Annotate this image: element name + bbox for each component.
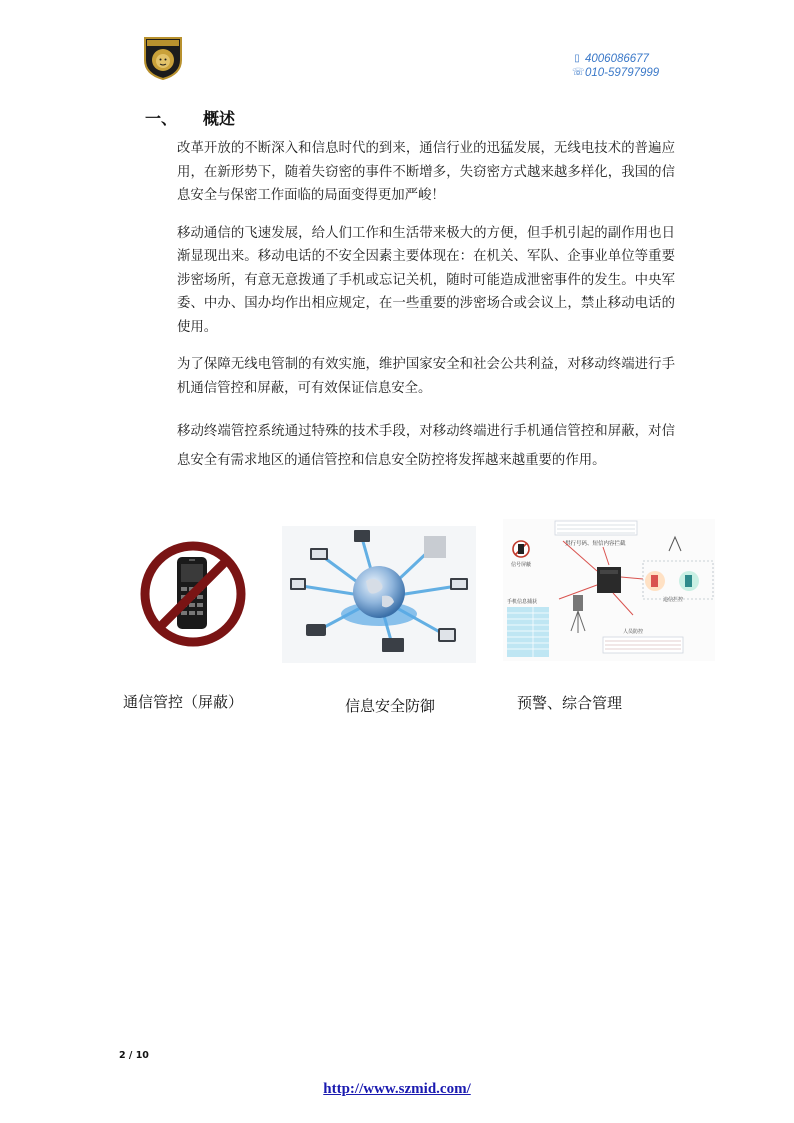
- section-title: 概述: [203, 109, 236, 128]
- paragraph-3: 为了保障无线电管制的有效实施，维护国家安全和社会公共利益，对移动终端进行手机通信管控和屏蔽，可有效保证信息安全。: [177, 357, 675, 396]
- caption-info-security: 信息安全防御: [345, 697, 436, 715]
- label-track: 违信拦控: [663, 597, 684, 603]
- network-globe-image: [282, 526, 476, 663]
- website-link[interactable]: http://www.szmid.com/: [323, 1081, 471, 1097]
- phone-row: [572, 52, 659, 66]
- mobile-phone-icon: ▯: [574, 53, 580, 64]
- paragraph-4: 移动终端管控系统通过特殊的技术手段，对移动终端进行手机通信管控和屏蔽，对信息安全有需求地区的通信管控和信息安全防控将发挥越来越重要的作用。: [177, 424, 675, 468]
- phone-number: 4006086677: [585, 53, 649, 65]
- telephone-icon: ☏: [572, 67, 585, 78]
- caption-warning-management: 预警、综合管理: [517, 694, 623, 712]
- page-number: 2 / 10: [119, 1050, 149, 1061]
- paragraph-1: 改革开放的不断深入和信息时代的到来，通信行业的迅猛发展，无线电技术的普遍应用，在新形势下，随着失窃密的事件不断增多，失窃密方式越来越多样化，我国的信息安全与保密工作面临的局面变得更加严峻！: [177, 141, 675, 203]
- body-text: [177, 137, 675, 475]
- label-people: 人员防控: [623, 629, 644, 635]
- section-heading: [145, 106, 235, 129]
- company-logo: [143, 36, 183, 80]
- label-signal-block: 信号屏蔽: [511, 562, 532, 568]
- contact-info: [572, 52, 659, 80]
- management-diagram-image: [503, 519, 715, 661]
- section-number: 一、: [145, 109, 178, 128]
- label-intercept: 拱行号码、短信内容拦截: [565, 541, 626, 547]
- tel-number: 010-59797999: [585, 67, 660, 79]
- paragraph-2: 移动通信的飞速发展，给人们工作和生活带来极大的方便，但手机引起的副作用也日渐显现出来。移动电话的不安全因素主要体现在：在机关、军队、企事业单位等重要涉密场所，有意无意拨通了手机或忘记关机，随时可能造成泄密事件的发生。中央军委、中办、国办均作出相应规定，在一些重要的涉密场合或会议上，禁止移动电话的使用。: [177, 225, 675, 335]
- label-capture: 手机信息捕获: [507, 599, 538, 605]
- tel-row: [572, 66, 659, 80]
- no-phone-sign-image: [137, 537, 249, 651]
- caption-signal-control: 通信管控（屏蔽）: [123, 693, 244, 711]
